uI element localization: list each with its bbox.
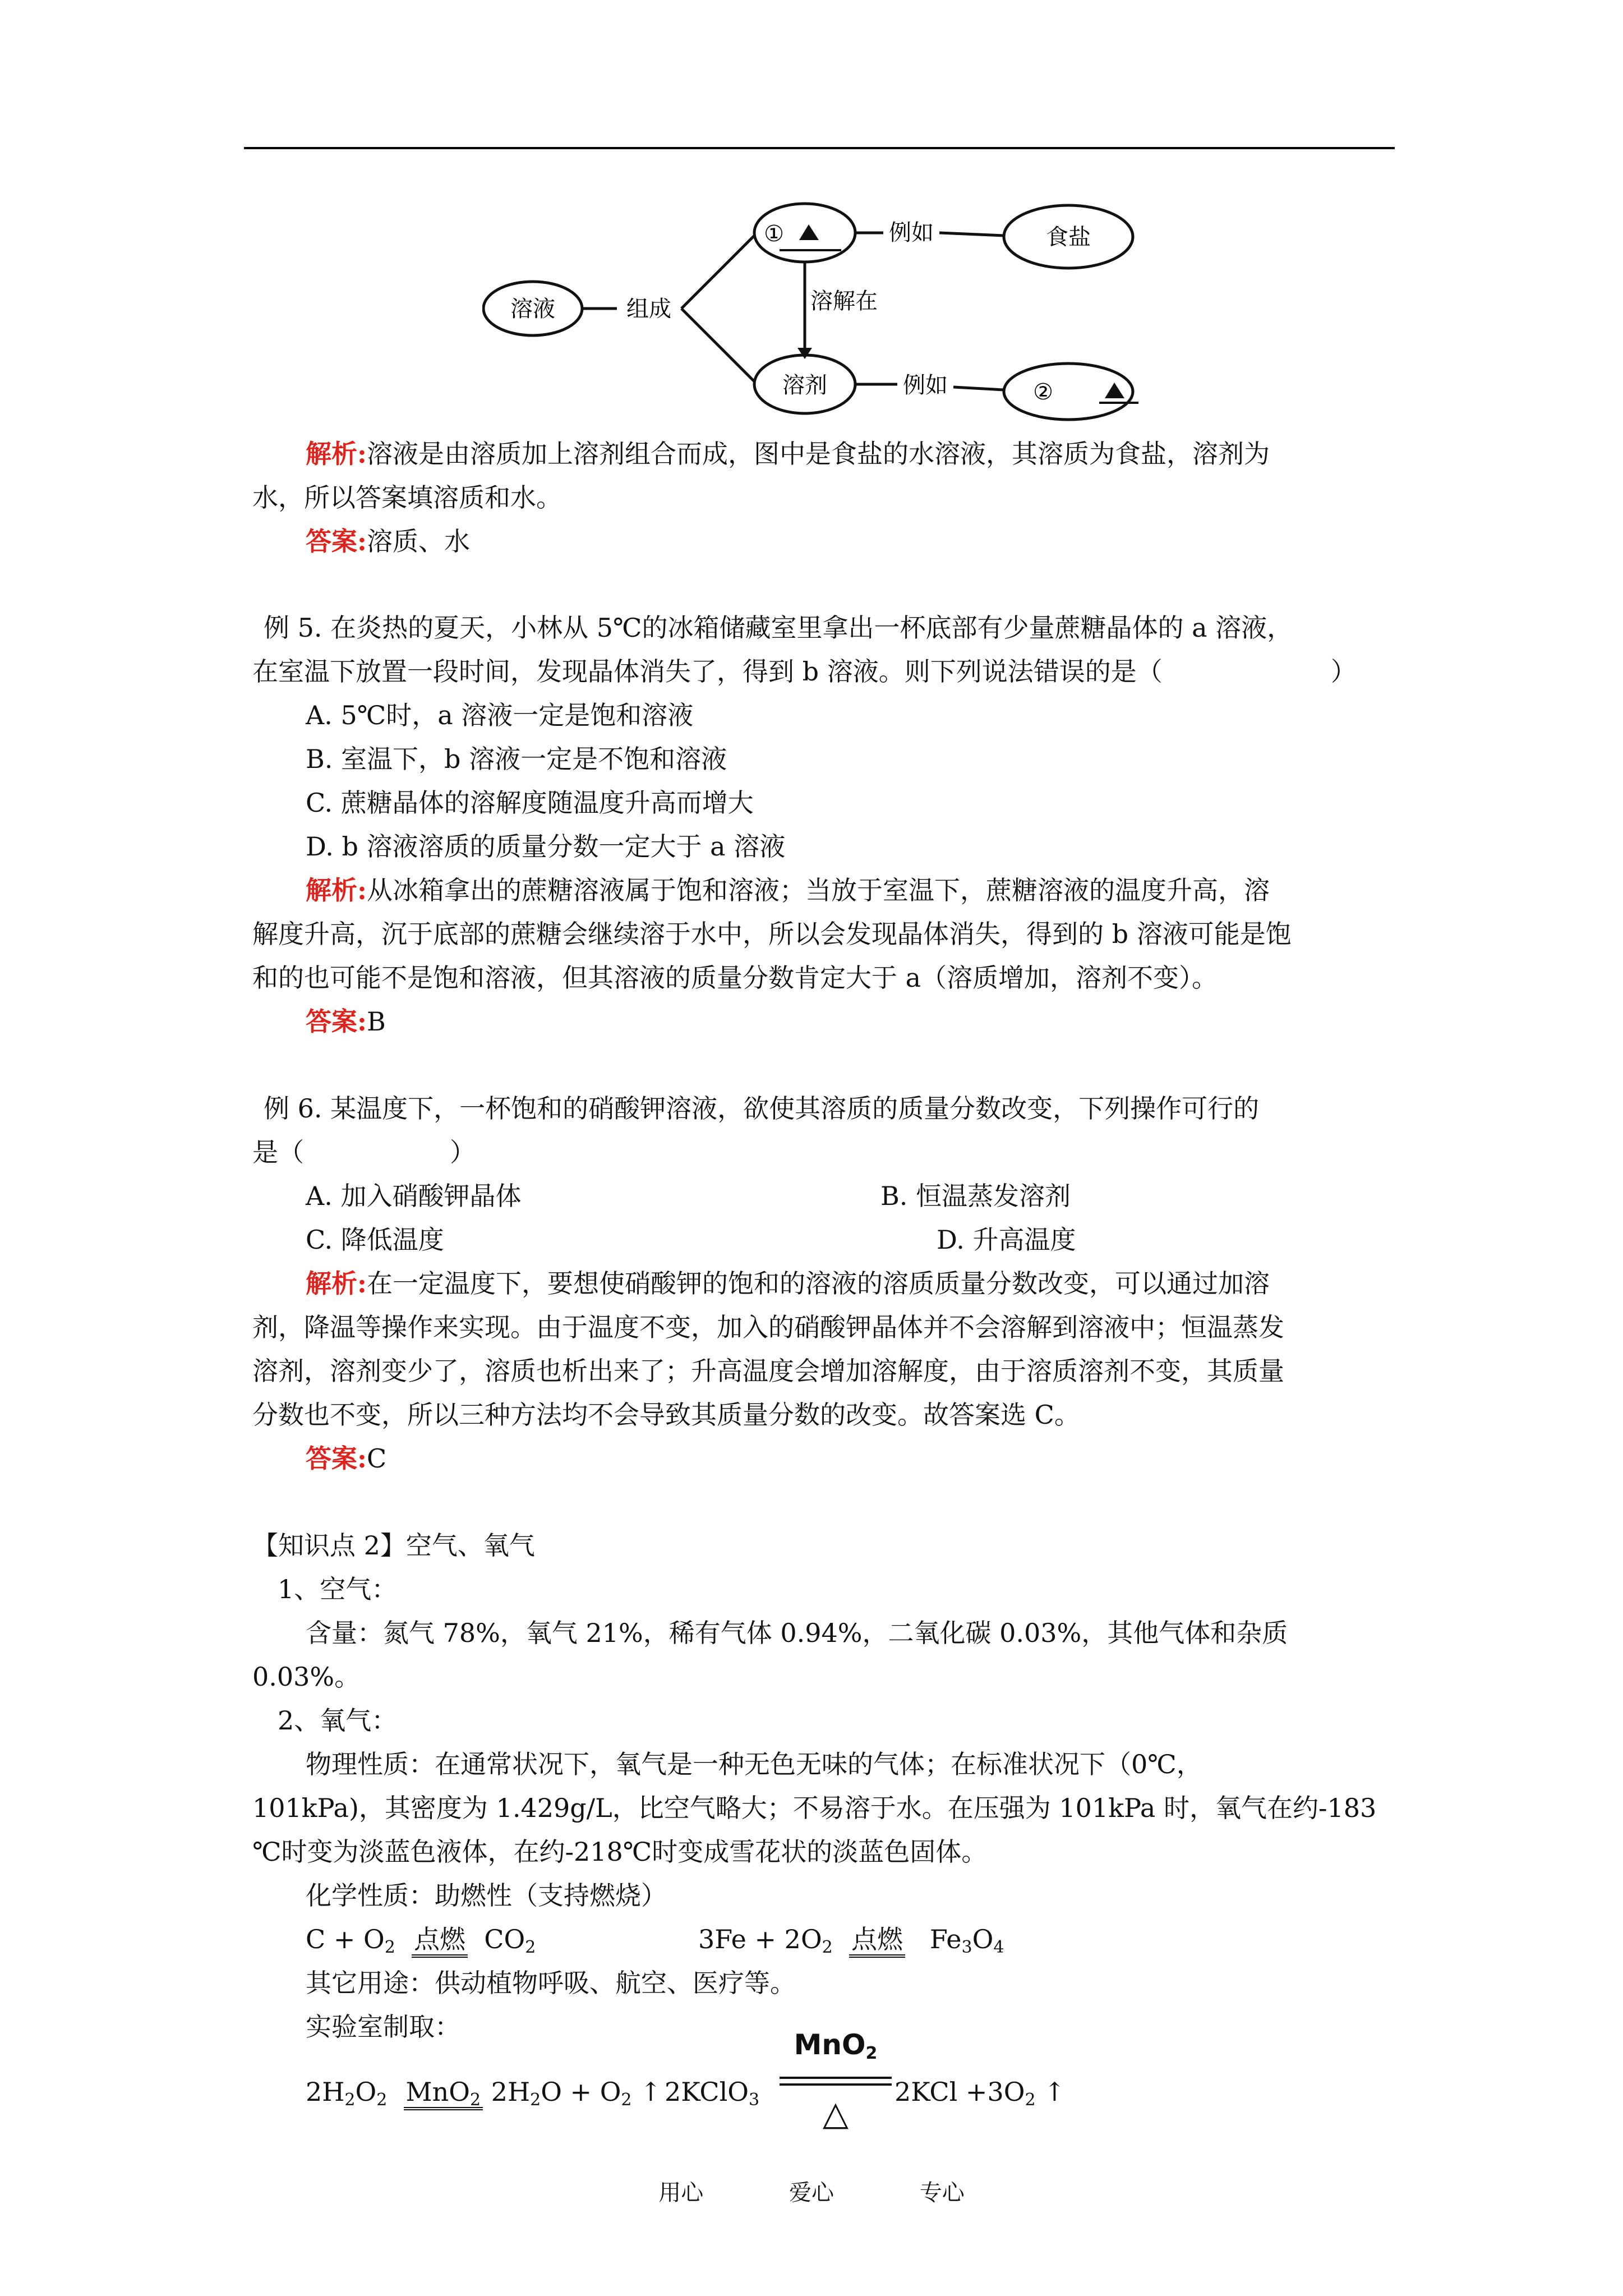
kp2-lab-prep: 实验室制取：	[306, 2012, 460, 2042]
ex5-question-line1: 例 5. 在炎热的夏天，小林从 5℃的冰箱储藏室里拿出一杯底部有少量蔗糖晶体的 a 溶液，	[264, 613, 1293, 643]
ex6-option-d: D. 升高温度	[937, 1225, 1076, 1255]
ex6-question-line1: 例 6. 某温度下，一杯饱和的硝酸钾溶液，欲使其溶质的质量分数改变，下列操作可行的	[264, 1093, 1260, 1124]
analysis-label: 解析:	[306, 439, 367, 469]
answer-label: 答案:	[306, 526, 367, 556]
diagram-solvent-number: ②	[1033, 379, 1053, 405]
ex6-option-b: B. 恒温蒸发溶剂	[880, 1181, 1071, 1211]
diagram-example1-label: 例如	[889, 220, 934, 246]
footer-word-2: 爱心	[789, 2180, 834, 2206]
kp2-air-line1: 含量：氮气 78%，氧气 21%，稀有气体 0.94%，二氧化碳 0.03%，其他气体和杂质	[306, 1618, 1288, 1648]
ex5-analysis-line2: 解度升高，沉于底部的蔗糖会继续溶于水中，所以会发现晶体消失，得到的 b 溶液可能是饱	[252, 919, 1292, 949]
ex5-question-line2: 在室温下放置一段时间，发现晶体消失了，得到 b 溶液。则下列说法错误的是（ ）	[252, 656, 1357, 687]
intro-answer: 答案:溶质、水	[306, 526, 470, 556]
gas-arrow: ↑	[1044, 2077, 1066, 2107]
diagram-example2-label: 例如	[903, 372, 948, 398]
page-footer	[0, 2171, 1623, 2215]
kp2-physical-line3: ℃时变为淡蓝色液体，在约-218℃时变成雪花状的淡蓝色固体。	[252, 1837, 988, 1867]
equation-iron-combustion: $3Fe + 2O_2$ 点燃 $Fe_3O_4$	[698, 1924, 1004, 1957]
kp2-chemical: 化学性质：助燃性（支持燃烧）	[306, 1880, 667, 1911]
diagram-solute-number: ①	[764, 221, 784, 247]
ex6-analysis-line3: 溶剂，溶剂变少了，溶质也析出来了；升高温度会增加溶解度，由于溶质溶剂不变，其质量	[252, 1356, 1284, 1386]
kp2-oxygen-heading: 2、氧气：	[278, 1705, 398, 1736]
condition-ignite: 点燃	[849, 1924, 905, 1958]
equation-carbon-combustion: $C + O_2$ 点燃 $CO_2$	[306, 1924, 536, 1957]
ex6-analysis-line1: 解析:在一定温度下，要想使硝酸钾的饱和的溶液的溶质质量分数改变，可以通过加溶	[306, 1268, 1270, 1299]
diagram-dissolve-label: 溶解在	[810, 288, 878, 314]
ex5-option-a: A. 5℃时，a 溶液一定是饱和溶液	[306, 700, 694, 730]
condition-catalyst: MnO$_2$	[404, 2077, 483, 2110]
kp2-title: 【知识点 2】空气、氧气	[252, 1530, 535, 1561]
condition-ignite: 点燃	[412, 1924, 468, 1958]
diagram-solution-label: 溶液	[510, 296, 555, 322]
gas-arrow: ↑	[640, 2077, 662, 2107]
kp2-air-line2: 0.03%。	[252, 1662, 361, 1692]
ex6-question-line2: 是（ ）	[252, 1137, 476, 1167]
kp2-physical-line1: 物理性质：在通常状况下，氧气是一种无色无味的气体；在标准状况下（0℃，	[306, 1749, 1202, 1779]
ex6-answer: 答案:C	[306, 1443, 387, 1474]
ex6-option-a: A. 加入硝酸钾晶体	[306, 1181, 522, 1211]
ex6-option-c: C. 降低温度	[306, 1225, 444, 1255]
ex6-analysis-line2: 剂，降温等操作来实现。由于温度不变，加入的硝酸钾晶体并不会溶解到溶液中；恒温蒸发	[252, 1312, 1284, 1342]
ex5-analysis-line1: 解析:从冰箱拿出的蔗糖溶液属于饱和溶液；当放于室温下，蔗糖溶液的温度升高，溶	[306, 875, 1270, 905]
intro-analysis-line2: 水，所以答案填溶质和水。	[252, 482, 562, 513]
diagram-compose-label: 组成	[626, 296, 671, 322]
equation-h2o2-decomposition: $2H_2O_2$ MnO$_2$ $2H_2O + O_2$ ↑	[306, 2077, 662, 2110]
ex6-analysis-line4: 分数也不变，所以三种方法均不会导致其质量分数的改变。故答案选 C。	[252, 1400, 1080, 1430]
header-rule	[244, 147, 1395, 149]
ex5-option-b: B. 室温下，b 溶液一定是不饱和溶液	[306, 744, 727, 774]
equation-kclo3-decomposition: 2KClO$_3$	[665, 2077, 760, 2110]
solution-composition-diagram	[482, 196, 1144, 426]
condition-catalyst-heat: MnO$_2$ △	[780, 2025, 892, 2143]
ex5-option-c: C. 蔗糖晶体的溶解度随温度升高而增大	[306, 788, 754, 818]
footer-word-1: 用心	[658, 2180, 704, 2206]
kp2-other-uses: 其它用途：供动植物呼吸、航空、医疗等。	[306, 1968, 796, 1998]
equation-kclo3-products: $2KCl +3O_2$ ↑	[895, 2077, 1066, 2110]
ex5-option-d: D. b 溶液溶质的质量分数一定大于 a 溶液	[306, 831, 786, 862]
ex5-answer: 答案:B	[306, 1006, 386, 1037]
kp2-physical-line2: 101kPa)，其密度为 1.429g/L，比空气略大；不易溶于水。在压强为 101kPa 时，氧气在约-183	[252, 1793, 1377, 1823]
kp2-air-heading: 1、空气：	[278, 1574, 398, 1604]
intro-analysis-line1: 解析:溶液是由溶质加上溶剂组合而成，图中是食盐的水溶液，其溶质为食盐，溶剂为	[306, 439, 1270, 469]
footer-word-3: 专心	[919, 2180, 965, 2206]
diagram-solvent-label: 溶剂	[782, 372, 827, 398]
ex5-analysis-line3: 和的也可能不是饱和溶液，但其溶液的质量分数肯定大于 a（溶质增加，溶剂不变）。	[252, 963, 1218, 993]
diagram-salt-label: 食盐	[1046, 224, 1091, 250]
